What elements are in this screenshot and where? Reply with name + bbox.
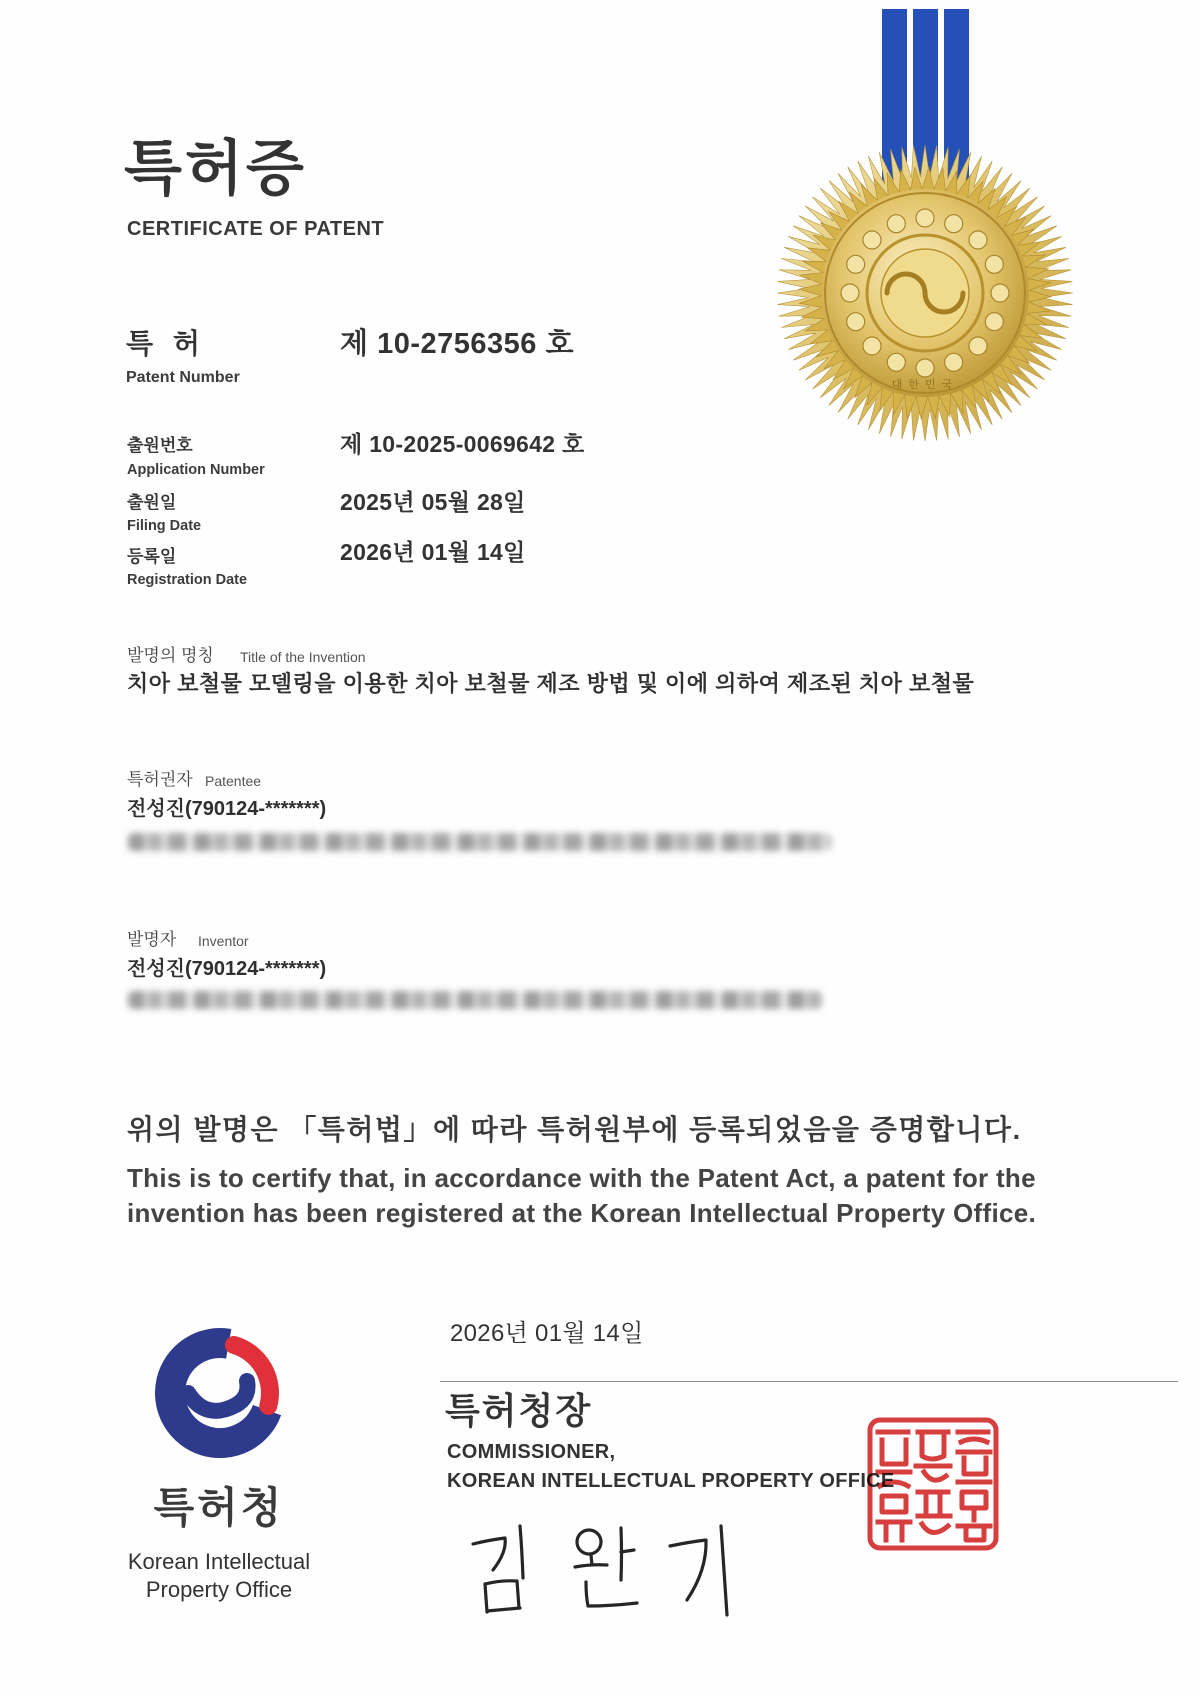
registration-date-label-en: Registration Date [127,572,248,588]
medal-petal [887,215,905,233]
patent-number-value: 제 10-2756356 호 [340,328,574,360]
certificate-title-en: CERTIFICATE OF PATENT [127,218,385,240]
commissioner-signature [465,1520,765,1620]
filing-date-value: 2025년 05월 28일 [340,489,526,515]
medal-petal [916,209,934,227]
certificate-title-ko: 특허증 [124,135,307,202]
medal-petal [985,255,1003,273]
invention-title: 치아 보철물 모델링을 이용한 치아 보철물 제조 방법 및 이에 의하여 제조된 치아 보철물 [127,671,975,696]
registration-date-label-ko: 등록일 [127,547,177,566]
registration-date-value: 2026년 01월 14일 [340,539,526,565]
medal-petal [863,231,881,249]
filing-date-label-ko: 출원일 [127,493,177,512]
signature-stroke [670,1540,706,1600]
logo-blue-swirl [188,1381,248,1411]
redacted-inventor-address [128,991,822,1009]
seal-glyph [916,1432,950,1480]
signer-title-en-line1: COMMISSIONER, [447,1441,616,1463]
redacted-patentee-address [128,833,831,851]
certification-statement-ko: 위의 발명은 「특허법」에 따라 특허원부에 등록되었음을 증명합니다. [127,1114,1022,1145]
official-red-seal [866,1416,1000,1552]
medal-petal [991,284,1009,302]
inventor-label-en: Inventor [198,933,249,949]
patentee-name: 전성진(790124-*******) [127,798,327,820]
medal-petal [916,359,934,377]
medal-petal [985,313,1003,331]
medal-petal [969,231,987,249]
certification-statement-en-line1: This is to certify that, in accordance with the Patent Act, a patent for the [127,1163,1036,1193]
signature-stroke [520,1526,523,1578]
invention-label-en: Title of the Invention [240,649,366,665]
seal-glyph [918,1492,950,1533]
seal-glyph [958,1492,990,1540]
signer-title-ko: 특허청장 [445,1390,593,1431]
signature-stroke [621,1528,634,1580]
patent-number-label-en: Patent Number [126,369,240,386]
signature-rule [440,1381,1178,1382]
application-number-label-en: Application Number [127,462,265,478]
seal-glyph [958,1432,990,1482]
kipo-emblem-logo [150,1323,290,1463]
medal-petal [945,353,963,371]
signature-stroke [485,1581,520,1612]
medal-petal [847,255,865,273]
signature-stroke [473,1538,505,1570]
medal-inscription: 대한민국 [891,378,959,391]
medal-petal [969,337,987,355]
medal-petal [841,284,859,302]
filing-date-label-en: Filing Date [127,518,202,534]
invention-label-ko: 발명의 명칭 [127,646,214,665]
office-name-en-line2: Property Office [145,1577,293,1602]
application-number-value: 제 10-2025-0069642 호 [340,431,585,457]
medal-petal [945,215,963,233]
signature-stroke [586,1582,637,1606]
signature-stroke [577,1530,601,1554]
seal-glyph [878,1432,910,1472]
office-name-ko: 특허청 [153,1484,285,1531]
gold-medal-seal [765,0,1085,450]
patentee-label-en: Patentee [205,773,262,789]
inventor-name: 전성진(790124-*******) [127,958,327,980]
patentee-label-ko: 특허권자 [127,770,193,789]
signature-stroke [721,1526,727,1615]
seal-glyph [878,1482,910,1540]
issue-date: 2026년 01월 14일 [450,1320,644,1347]
certification-statement-en-line2: invention has been registered at the Korean Intellectual Property Office. [127,1198,1037,1228]
signer-title-en-line2: KOREAN INTELLECTUAL PROPERTY OFFICE [447,1470,895,1492]
medal-petal [887,353,905,371]
medal-petal [863,337,881,355]
application-number-label-ko: 출원번호 [127,436,193,455]
signature-stroke [575,1555,607,1567]
medal-petal [847,313,865,331]
office-name-en-line1: Korean Intellectual [127,1549,311,1574]
inventor-label-ko: 발명자 [127,930,177,949]
patent-number-label-ko: 특 허 [126,328,206,359]
